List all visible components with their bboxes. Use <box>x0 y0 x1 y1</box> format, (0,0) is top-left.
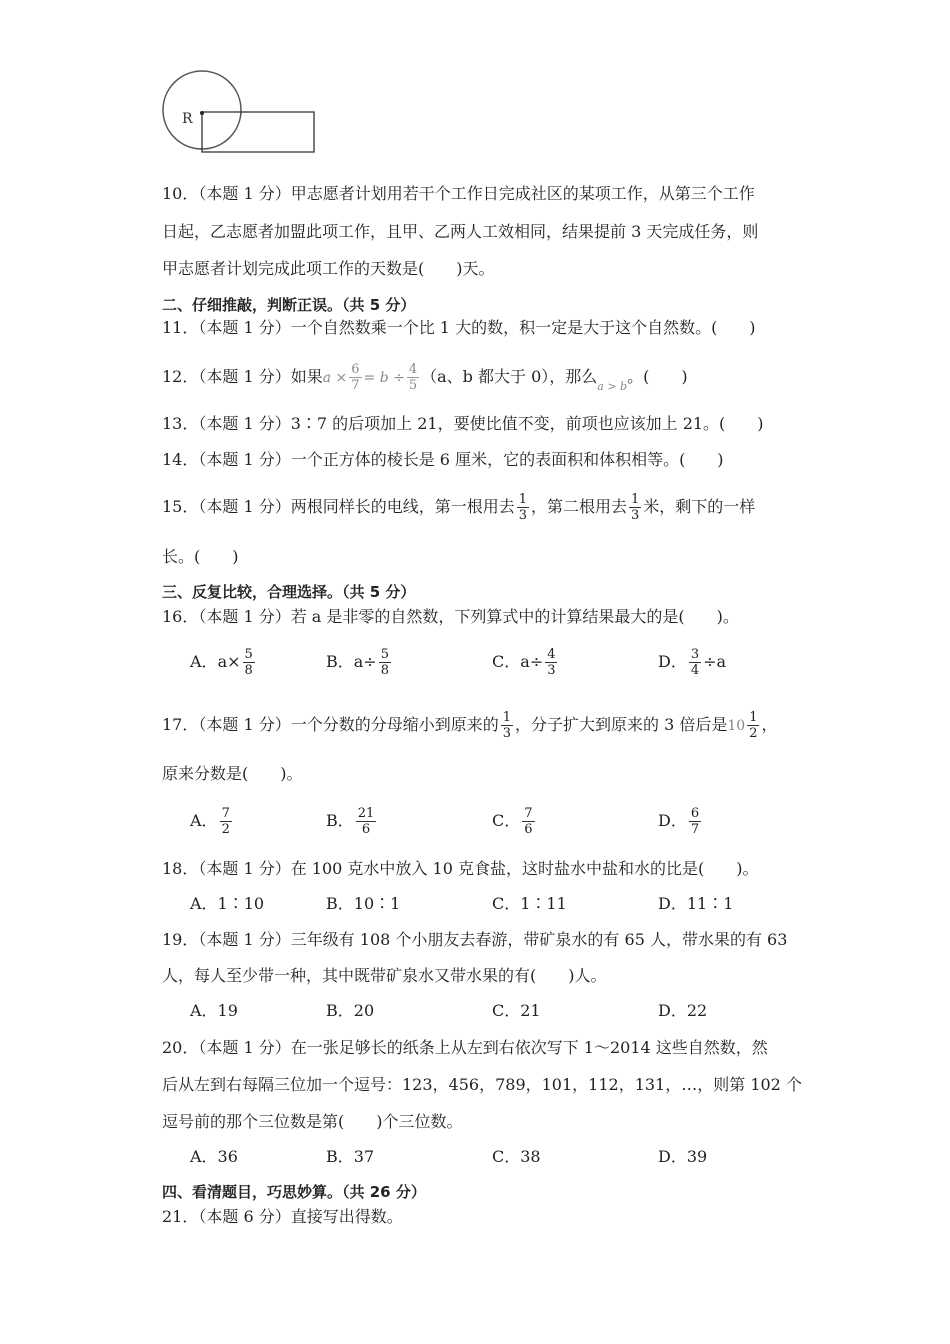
q17-option-d[interactable] <box>658 799 703 843</box>
q16-b-label: B． <box>326 652 354 671</box>
q19-line2: 人，每人至少带一种，其中既带矿泉水又带水果的有( )人。 <box>162 966 607 985</box>
q20-option-d[interactable]: D．39 <box>658 1147 708 1166</box>
q19-option-a[interactable]: A．19 <box>190 1001 238 1020</box>
q16-c-pre: a÷ <box>520 652 544 671</box>
q15-fraction-2 <box>629 492 641 523</box>
q17-fraction-1 <box>501 710 513 741</box>
q17-line2: 原来分数是( )。 <box>162 764 303 783</box>
q17-fraction-2 <box>747 710 759 741</box>
q20-line3: 逗号前的那个三位数是第( )个三位数。 <box>162 1112 463 1131</box>
q16-d-den: 4 <box>690 663 700 678</box>
q16-option-b[interactable] <box>326 640 393 684</box>
q17-b-num: 21 <box>357 806 375 821</box>
q12-fraction-2 <box>407 362 419 393</box>
q17-suffix: ， <box>761 715 778 734</box>
q18-option-b[interactable]: B．10∶1 <box>326 894 401 913</box>
q10-line1: 10．（本题 1 分）甲志愿者计划用若干个工作日完成社区的某项工作，从第三个工作 <box>162 184 755 203</box>
center-point <box>200 111 204 115</box>
q11: 11．（本题 1 分）一个自然数乘一个比 1 大的数，积一定是大于这个自然数。( ) <box>162 318 756 337</box>
q16-c-num: 4 <box>547 647 556 662</box>
q17-a-num: 7 <box>221 806 230 821</box>
circle-rectangle-figure <box>155 70 325 160</box>
q17-c-den: 6 <box>524 822 533 837</box>
q12-a-times: a × <box>322 370 348 386</box>
q16-b-num: 5 <box>380 647 389 662</box>
q15-mid: ，第二根用去 <box>531 497 628 516</box>
radius-label: R <box>182 111 193 127</box>
q14: 14．（本题 1 分）一个正方体的棱长是 6 厘米，它的表面积和体积相等。( ) <box>162 450 724 469</box>
q17-b-label: B． <box>326 811 354 830</box>
q12-prefix: 12．（本题 1 分）如果 <box>162 367 323 386</box>
q12-f1-num: 6 <box>351 362 360 377</box>
q17-f2-den: 2 <box>749 726 758 741</box>
q12-suffix: 。( ) <box>627 367 688 386</box>
q12-fraction-1 <box>349 362 361 393</box>
q20-option-b[interactable]: B．37 <box>326 1147 375 1166</box>
q18-stem: 18．（本题 1 分）在 100 克水中放入 10 克食盐，这时盐水中盐和水的比是( )。 <box>162 859 759 878</box>
q12-eq-b-div: = b ÷ <box>363 370 405 386</box>
q18-option-c[interactable]: C．1∶11 <box>492 894 567 913</box>
q18-option-d[interactable]: D．11∶1 <box>658 894 734 913</box>
q17-c-label: C． <box>492 811 521 830</box>
q16-option-a[interactable] <box>190 640 257 684</box>
q17-option-c[interactable] <box>492 799 537 843</box>
q19-line1: 19．（本题 1 分）三年级有 108 个小朋友去春游，带矿泉水的有 65 人，带水果的有 63 <box>162 930 788 949</box>
q20-option-c[interactable]: C．38 <box>492 1147 541 1166</box>
q20-option-a[interactable]: A．36 <box>190 1147 238 1166</box>
q17-d-label: D． <box>658 811 687 830</box>
q16-stem: 16．（本题 1 分）若 a 是非零的自然数，下列算式中的计算结果最大的是( )。 <box>162 607 739 626</box>
q17-c-fraction <box>522 806 534 837</box>
q10-line3: 甲志愿者计划完成此项工作的天数是( )天。 <box>162 259 495 278</box>
q16-a-num: 5 <box>244 647 253 662</box>
q16-b-fraction <box>379 647 391 678</box>
q15-prefix: 15．（本题 1 分）两根同样长的电线，第一根用去 <box>162 497 515 516</box>
q16-c-label: C． <box>492 652 521 671</box>
q16-d-label: D． <box>658 652 687 671</box>
q17-d-fraction <box>689 806 701 837</box>
q20-line2: 后从左到右每隔三位加一个逗号：123，456，789，101，112，131，…，则第 102 个 <box>162 1075 802 1094</box>
q17-f1-den: 3 <box>502 726 511 741</box>
q15-line1 <box>162 484 755 530</box>
q15-f2-num: 1 <box>631 492 640 507</box>
q12-mid: （a、b 都大于 0），那么 <box>421 367 598 386</box>
q12-condition: a > b <box>597 380 628 393</box>
section-2-heading: 二、仔细推敲，判断正误。（共 5 分） <box>162 296 416 314</box>
q16-c-den: 3 <box>547 663 556 678</box>
q12-f2-den: 5 <box>408 378 418 393</box>
section-3-heading: 三、反复比较，合理选择。（共 5 分） <box>162 583 416 601</box>
q15-line2: 长。( ) <box>162 547 239 566</box>
q16-d-post: ÷a <box>703 652 727 671</box>
q16-a-label: A． <box>190 652 218 671</box>
q16-b-pre: a÷ <box>353 652 377 671</box>
q12-f1-den: 7 <box>351 378 360 393</box>
q17-d-den: 7 <box>690 822 700 837</box>
q17-f1-num: 1 <box>502 710 511 725</box>
q16-a-pre: a× <box>217 652 241 671</box>
q19-option-b[interactable]: B．20 <box>326 1001 375 1020</box>
q17-prefix: 17．（本题 1 分）一个分数的分母缩小到原来的 <box>162 715 499 734</box>
q15-fraction-1 <box>517 492 529 523</box>
q17-b-fraction <box>356 806 377 837</box>
q17-mid: ，分子扩大到原来的 3 倍后是 <box>515 715 728 734</box>
q17-a-fraction <box>220 806 232 837</box>
q17-option-b[interactable] <box>326 799 378 843</box>
q12-f2-num: 4 <box>408 362 418 377</box>
q15-suffix: 米，剩下的一样 <box>643 497 756 516</box>
section-4-heading: 四、看清题目，巧思妙算。（共 26 分） <box>162 1183 426 1201</box>
q17-b-den: 6 <box>356 821 377 837</box>
q18-option-a[interactable]: A．1∶10 <box>190 894 265 913</box>
q16-a-fraction <box>243 647 255 678</box>
q16-d-num: 3 <box>690 647 700 662</box>
q17-line1 <box>162 702 777 748</box>
q17-a-label: A． <box>190 811 218 830</box>
q15-f1-num: 1 <box>518 492 527 507</box>
q17-f2-num: 1 <box>749 710 758 725</box>
q12 <box>162 353 688 401</box>
q10-line2: 日起，乙志愿者加盟此项工作，且甲、乙两人工效相同，结果提前 3 天完成任务，则 <box>162 222 759 241</box>
q21: 21．（本题 6 分）直接写出得数。 <box>162 1207 403 1226</box>
q19-option-c[interactable]: C．21 <box>492 1001 541 1020</box>
q17-option-a[interactable] <box>190 799 234 843</box>
q17-whole: 10 <box>727 718 746 734</box>
q17-a-den: 2 <box>221 822 230 837</box>
q16-c-fraction <box>545 647 557 678</box>
q15-f1-den: 3 <box>518 508 527 523</box>
q16-option-d[interactable] <box>658 640 726 684</box>
q19-option-d[interactable]: D．22 <box>658 1001 708 1020</box>
q16-a-den: 8 <box>244 663 253 678</box>
q16-d-fraction <box>689 647 701 678</box>
q17-c-num: 7 <box>524 806 533 821</box>
q16-b-den: 8 <box>380 663 389 678</box>
q13: 13．（本题 1 分）3∶7 的后项加上 21，要使比值不变，前项也应该加上 21。( ) <box>162 414 764 433</box>
q20-line1: 20．（本题 1 分）在一张足够长的纸条上从左到右依次写下 1～2014 这些自然数，然 <box>162 1038 768 1057</box>
q15-f2-den: 3 <box>631 508 640 523</box>
q16-option-c[interactable] <box>492 640 559 684</box>
q17-d-num: 6 <box>690 806 700 821</box>
